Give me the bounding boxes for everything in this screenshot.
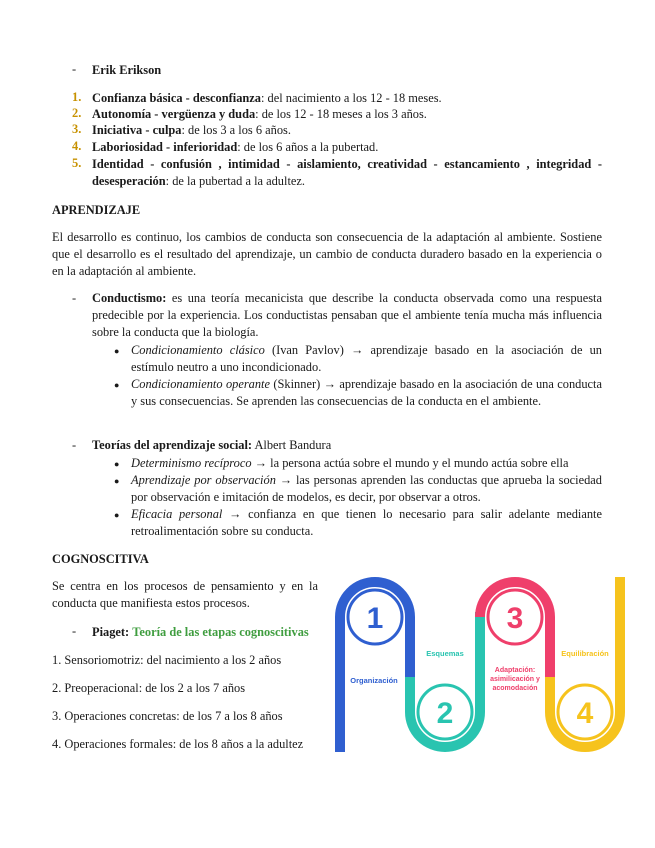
condicionamiento-clasico: Condicionamiento clásico (Ivan Pavlov) → aprendizaje basado en la asociación de un estímulo neutro a uno incondicionado. — [131, 343, 602, 374]
bullet-dot-icon: ● — [114, 346, 120, 356]
erikson-stage-4: Laboriosidad - inferioridad: de los 6 años a la pubertad. — [92, 140, 379, 154]
piaget-stage-4: 4. Operaciones formales: de los 8 años a la adultez — [52, 737, 304, 751]
stage-number: 4. — [72, 139, 82, 153]
diagram-number-3: 3 — [506, 602, 524, 635]
diagram-label-equilibracion: Equilibración — [561, 649, 609, 658]
aprendizaje-por-observacion: Aprendizaje por observación → las personas aprenden las conductas que aprueba la sociedad por observación e imitación de modelos, es decir, por observar a otros. — [131, 473, 602, 504]
conductismo-paragraph: Conductismo: es una teoría mecanicista que describe la conducta observada como una respuesta predecible por la experiencia. Los conductistas pensaban que el ambiente tenía mucha más influencia sobre la conducta que la biología. — [92, 291, 602, 339]
piaget-stage-1: 1. Sensoriomotriz: del nacimiento a los 2 años — [52, 653, 282, 667]
diagram-label-adaptacion-2: asimilicación y — [490, 676, 540, 683]
piaget-line: Piaget: Teoría de las etapas cognoscitivas — [92, 625, 309, 639]
section-heading-aprendizaje: APRENDIZAJE — [52, 203, 141, 217]
piaget-theory-title: Teoría de las etapas cognoscitivas — [132, 625, 309, 639]
list-dash: - — [72, 438, 77, 452]
bullet-dot-icon: ● — [114, 476, 120, 486]
list-dash: - — [72, 62, 77, 76]
erikson-stage-1: Confianza básica - desconfianza: del nacimiento a los 12 - 18 meses. — [92, 91, 442, 105]
diagram-number-2: 2 — [436, 697, 454, 730]
cognoscitiva-intro: Se centra en los procesos de pensamiento y en la conducta que manifiesta estos procesos. — [52, 579, 318, 610]
stage-number: 2. — [72, 106, 82, 120]
bullet-dot-icon: ● — [114, 459, 120, 469]
bullet-dot-icon: ● — [114, 380, 120, 390]
condicionamiento-operante: Condicionamiento operante (Skinner) → aprendizaje basado en la asociación de una conducta y sus consecuencias. Se aprenden las consecuencias de la conducta en el ambiente. — [131, 377, 602, 408]
bullet-dot-icon: ● — [114, 510, 120, 520]
erikson-stage-5: Identidad - confusión , intimidad - aislamiento, creatividad - estancamiento , integridad - desesperación: de la pubertad a la adultez. — [92, 157, 602, 188]
diagram-number-4: 4 — [576, 697, 594, 730]
eficacia-personal: Eficacia personal → confianza en que tienen lo necesario para salir adelante mediante retroalimentación sobre su conducta. — [131, 507, 602, 538]
erikson-stage-3: Iniciativa - culpa: de los 3 a los 6 años. — [92, 123, 291, 137]
erikson-title: Erik Erikson — [92, 63, 162, 77]
list-dash: - — [72, 291, 77, 305]
diagram-label-organizacion: Organización — [350, 676, 398, 685]
piaget-process-diagram — [330, 572, 635, 757]
list-dash: - — [72, 624, 77, 638]
diagram-label-adaptacion-3: acomodación — [492, 685, 538, 692]
diagram-label-esquemas: Esquemas — [426, 649, 464, 658]
aprendizaje-social-title: Teorías del aprendizaje social: Albert Bandura — [92, 438, 332, 452]
piaget-stage-2: 2. Preoperacional: de los 2 a los 7 años — [52, 681, 246, 695]
piaget-stage-3: 3. Operaciones concretas: de los 7 a los 8 años — [52, 709, 283, 723]
stage-number: 3. — [72, 122, 82, 136]
stage-number: 1. — [72, 90, 82, 104]
section-heading-cognoscitiva: COGNOSCITIVA — [52, 552, 149, 566]
diagram-number-1: 1 — [366, 602, 384, 635]
aprendizaje-intro: El desarrollo es continuo, los cambios de conducta son consecuencia de la adaptación al ambiente. Sostiene que el desarrollo es el resultado del aprendizaje, un cambio de conducta duradero basado en la experiencia o en la adaptación al ambiente. — [52, 230, 602, 278]
determinismo-reciproco: Determinismo recíproco → la persona actúa sobre el mundo y el mundo actúa sobre ella — [131, 456, 569, 470]
erikson-stage-2: Autonomía - vergüenza y duda: de los 12 - 18 meses a los 3 años. — [92, 107, 427, 121]
stage-number: 5. — [72, 156, 82, 170]
diagram-label-adaptacion-1: Adaptación: — [494, 667, 536, 674]
